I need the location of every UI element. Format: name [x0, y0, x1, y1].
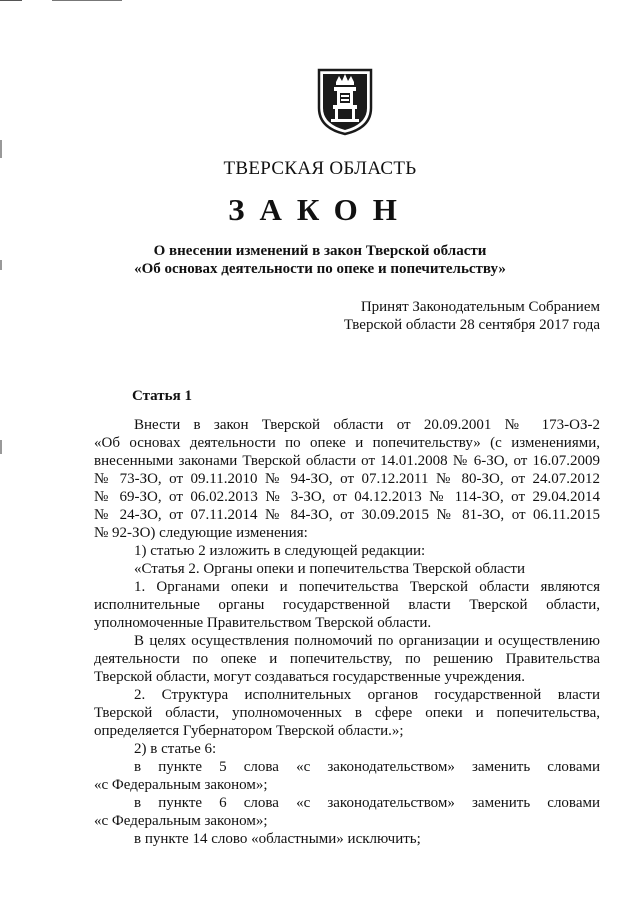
adoption-note	[344, 298, 600, 334]
tver-coat-of-arms-icon	[317, 68, 373, 136]
text-line: «с Федеральным законом»;	[94, 777, 268, 793]
amendment-item-2: 2) в статье 6:	[134, 741, 217, 757]
article-heading: Статья 1	[132, 388, 192, 404]
law-subject-line: «Об основах деятельности по опеке и попечительству»	[134, 261, 506, 277]
article-2-paragraph-2	[94, 632, 600, 686]
text-line: «с Федеральным законом»;	[94, 813, 268, 829]
text-line: Тверской области, могут создаваться государственные учреждения.	[94, 669, 526, 685]
text-line: 1. Органами опеки и попечительства Тверской области являются	[134, 579, 600, 595]
article-2-paragraph-1	[94, 578, 600, 632]
text-line: № 69-ЗО, от 06.02.2013 № 3-ЗО, от 04.12.2013 № 114-ЗО, от 29.04.2014	[94, 489, 600, 505]
text-line: 2. Структура исполнительных органов государственной власти	[134, 687, 600, 703]
amendment-item-1: 1) статью 2 изложить в следующей редакции:	[134, 543, 426, 559]
article-body	[94, 416, 600, 848]
text-line: определяется Губернатором Тверской области.»;	[94, 723, 404, 739]
adoption-note-line: Тверской области 28 сентября 2017 года	[343, 317, 600, 333]
law-subject-line: О внесении изменений в закон Тверской области	[153, 243, 487, 259]
text-line: деятельности по опеке и попечительству, по решению Правительства	[94, 651, 600, 667]
text-line: уполномоченные Правительством Тверской области.	[94, 615, 432, 631]
amendment-item-2-point-5	[94, 758, 600, 794]
intro-paragraph	[94, 416, 600, 542]
text-line: в пункте 6 слова «с законодательством» заменить словами	[134, 795, 600, 811]
adoption-note-line: Принят Законодательным Собранием	[360, 299, 600, 315]
law-subject	[0, 242, 640, 278]
document-type-title: ЗАКОН	[228, 192, 412, 227]
scan-artifact-line	[0, 0, 22, 1]
text-line: № 73-ЗО, от 09.11.2010 № 94-ЗО, от 07.12.2011 № 80-ЗО, от 24.07.2012	[94, 471, 600, 487]
text-line: Внести в закон Тверской области от 20.09.2001 № 173-ОЗ-2	[134, 417, 600, 433]
article-2-paragraph-3	[94, 686, 600, 740]
coat-of-arms-emblem	[317, 68, 373, 136]
text-line: В целях осуществления полномочий по организации и осуществлению	[134, 633, 600, 649]
amendment-item-2-point-6	[94, 794, 600, 830]
text-line: № 24-ЗО, от 07.11.2014 № 84-ЗО, от 30.09.2015 № 81-ЗО, от 06.11.2015	[94, 507, 600, 523]
scan-artifact-line	[52, 0, 122, 1]
text-line: внесенными законами Тверской области от 14.01.2008 № 6-ЗО, от 16.07.2009	[94, 453, 600, 469]
text-line: № 92-ЗО) следующие изменения:	[94, 525, 308, 541]
text-line: «Об основах деятельности по опеке и попечительству» (с изменениями,	[94, 435, 600, 451]
amendment-item-2-point-14: в пункте 14 слово «областными» исключить;	[134, 831, 421, 847]
text-line: исполнительные органы государственной власти Тверской области,	[94, 597, 600, 613]
text-line: в пункте 5 слова «с законодательством» заменить словами	[134, 759, 600, 775]
article-2-title: «Статья 2. Органы опеки и попечительства Тверской области	[134, 561, 526, 577]
text-line: Тверской области, уполномоченных в сфере опеки и попечительства,	[94, 705, 600, 721]
region-title: ТВЕРСКАЯ ОБЛАСТЬ	[223, 158, 417, 179]
